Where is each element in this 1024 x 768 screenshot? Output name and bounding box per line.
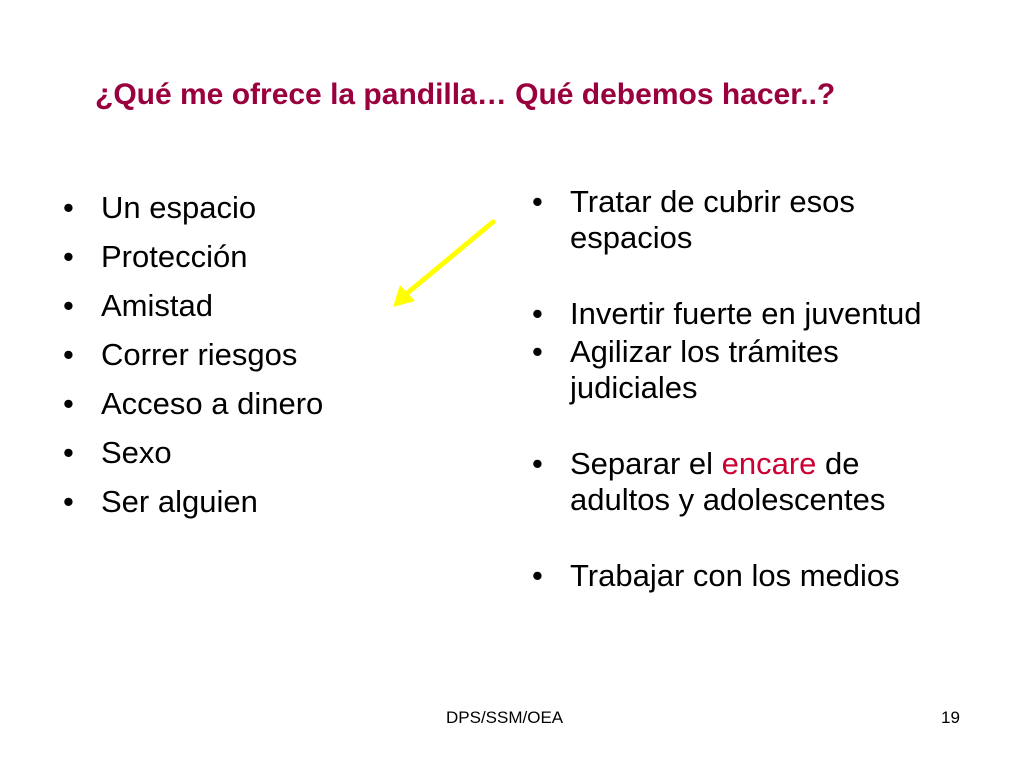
list-item (532, 558, 922, 594)
list-item (63, 288, 323, 324)
bullet-icon: • (63, 386, 74, 421)
left-bullet-list (63, 190, 324, 533)
bullet-icon: • (63, 337, 74, 372)
list-item (63, 484, 323, 520)
list-item-text: espacios (570, 220, 693, 255)
list-item-text: judiciales (570, 370, 698, 405)
list-item (63, 239, 323, 275)
list-item-text: Trabajar con los medios (570, 558, 900, 593)
slide-title: ¿Qué me ofrece la pandilla… Qué debemos hacer..? (95, 78, 836, 111)
list-item-text: Protección (101, 239, 248, 274)
highlighted-word: encare (721, 446, 817, 481)
list-item-text: Sexo (101, 435, 172, 470)
list-item-text: de (816, 446, 860, 481)
list-item-text: Separar el (570, 446, 722, 481)
list-item-text: Agilizar los trámites (570, 334, 839, 369)
list-item (63, 190, 323, 226)
page-number: 19 (941, 708, 960, 727)
list-item-text: Acceso a dinero (101, 386, 324, 421)
list-item (532, 296, 922, 332)
list-item-text: adultos y adolescentes (570, 482, 886, 517)
footer-text: DPS/SSM/OEA (446, 708, 564, 727)
list-item-text: Un espacio (101, 190, 257, 225)
bullet-icon: • (532, 446, 543, 481)
list-item-text: Correr riesgos (101, 337, 298, 372)
bullet-icon: • (63, 484, 74, 519)
list-item-text: Ser alguien (101, 484, 258, 519)
list-item (532, 334, 922, 406)
list-item-text: Amistad (101, 288, 213, 323)
yellow-arrow-icon (385, 215, 505, 315)
list-item (532, 184, 922, 256)
list-item (63, 386, 324, 422)
list-item-text: Tratar de cubrir esos (570, 184, 855, 219)
right-bullet-list (532, 184, 922, 596)
list-item (63, 337, 323, 373)
bullet-icon: • (63, 190, 74, 225)
bullet-icon: • (532, 558, 543, 593)
list-item-text: Invertir fuerte en juventud (570, 296, 922, 331)
list-item (63, 435, 323, 471)
bullet-icon: • (63, 288, 74, 323)
bullet-icon: • (532, 334, 543, 369)
bullet-icon: • (63, 239, 74, 274)
bullet-icon: • (532, 296, 543, 331)
bullet-icon: • (532, 184, 543, 219)
bullet-icon: • (63, 435, 74, 470)
list-item (532, 446, 922, 518)
